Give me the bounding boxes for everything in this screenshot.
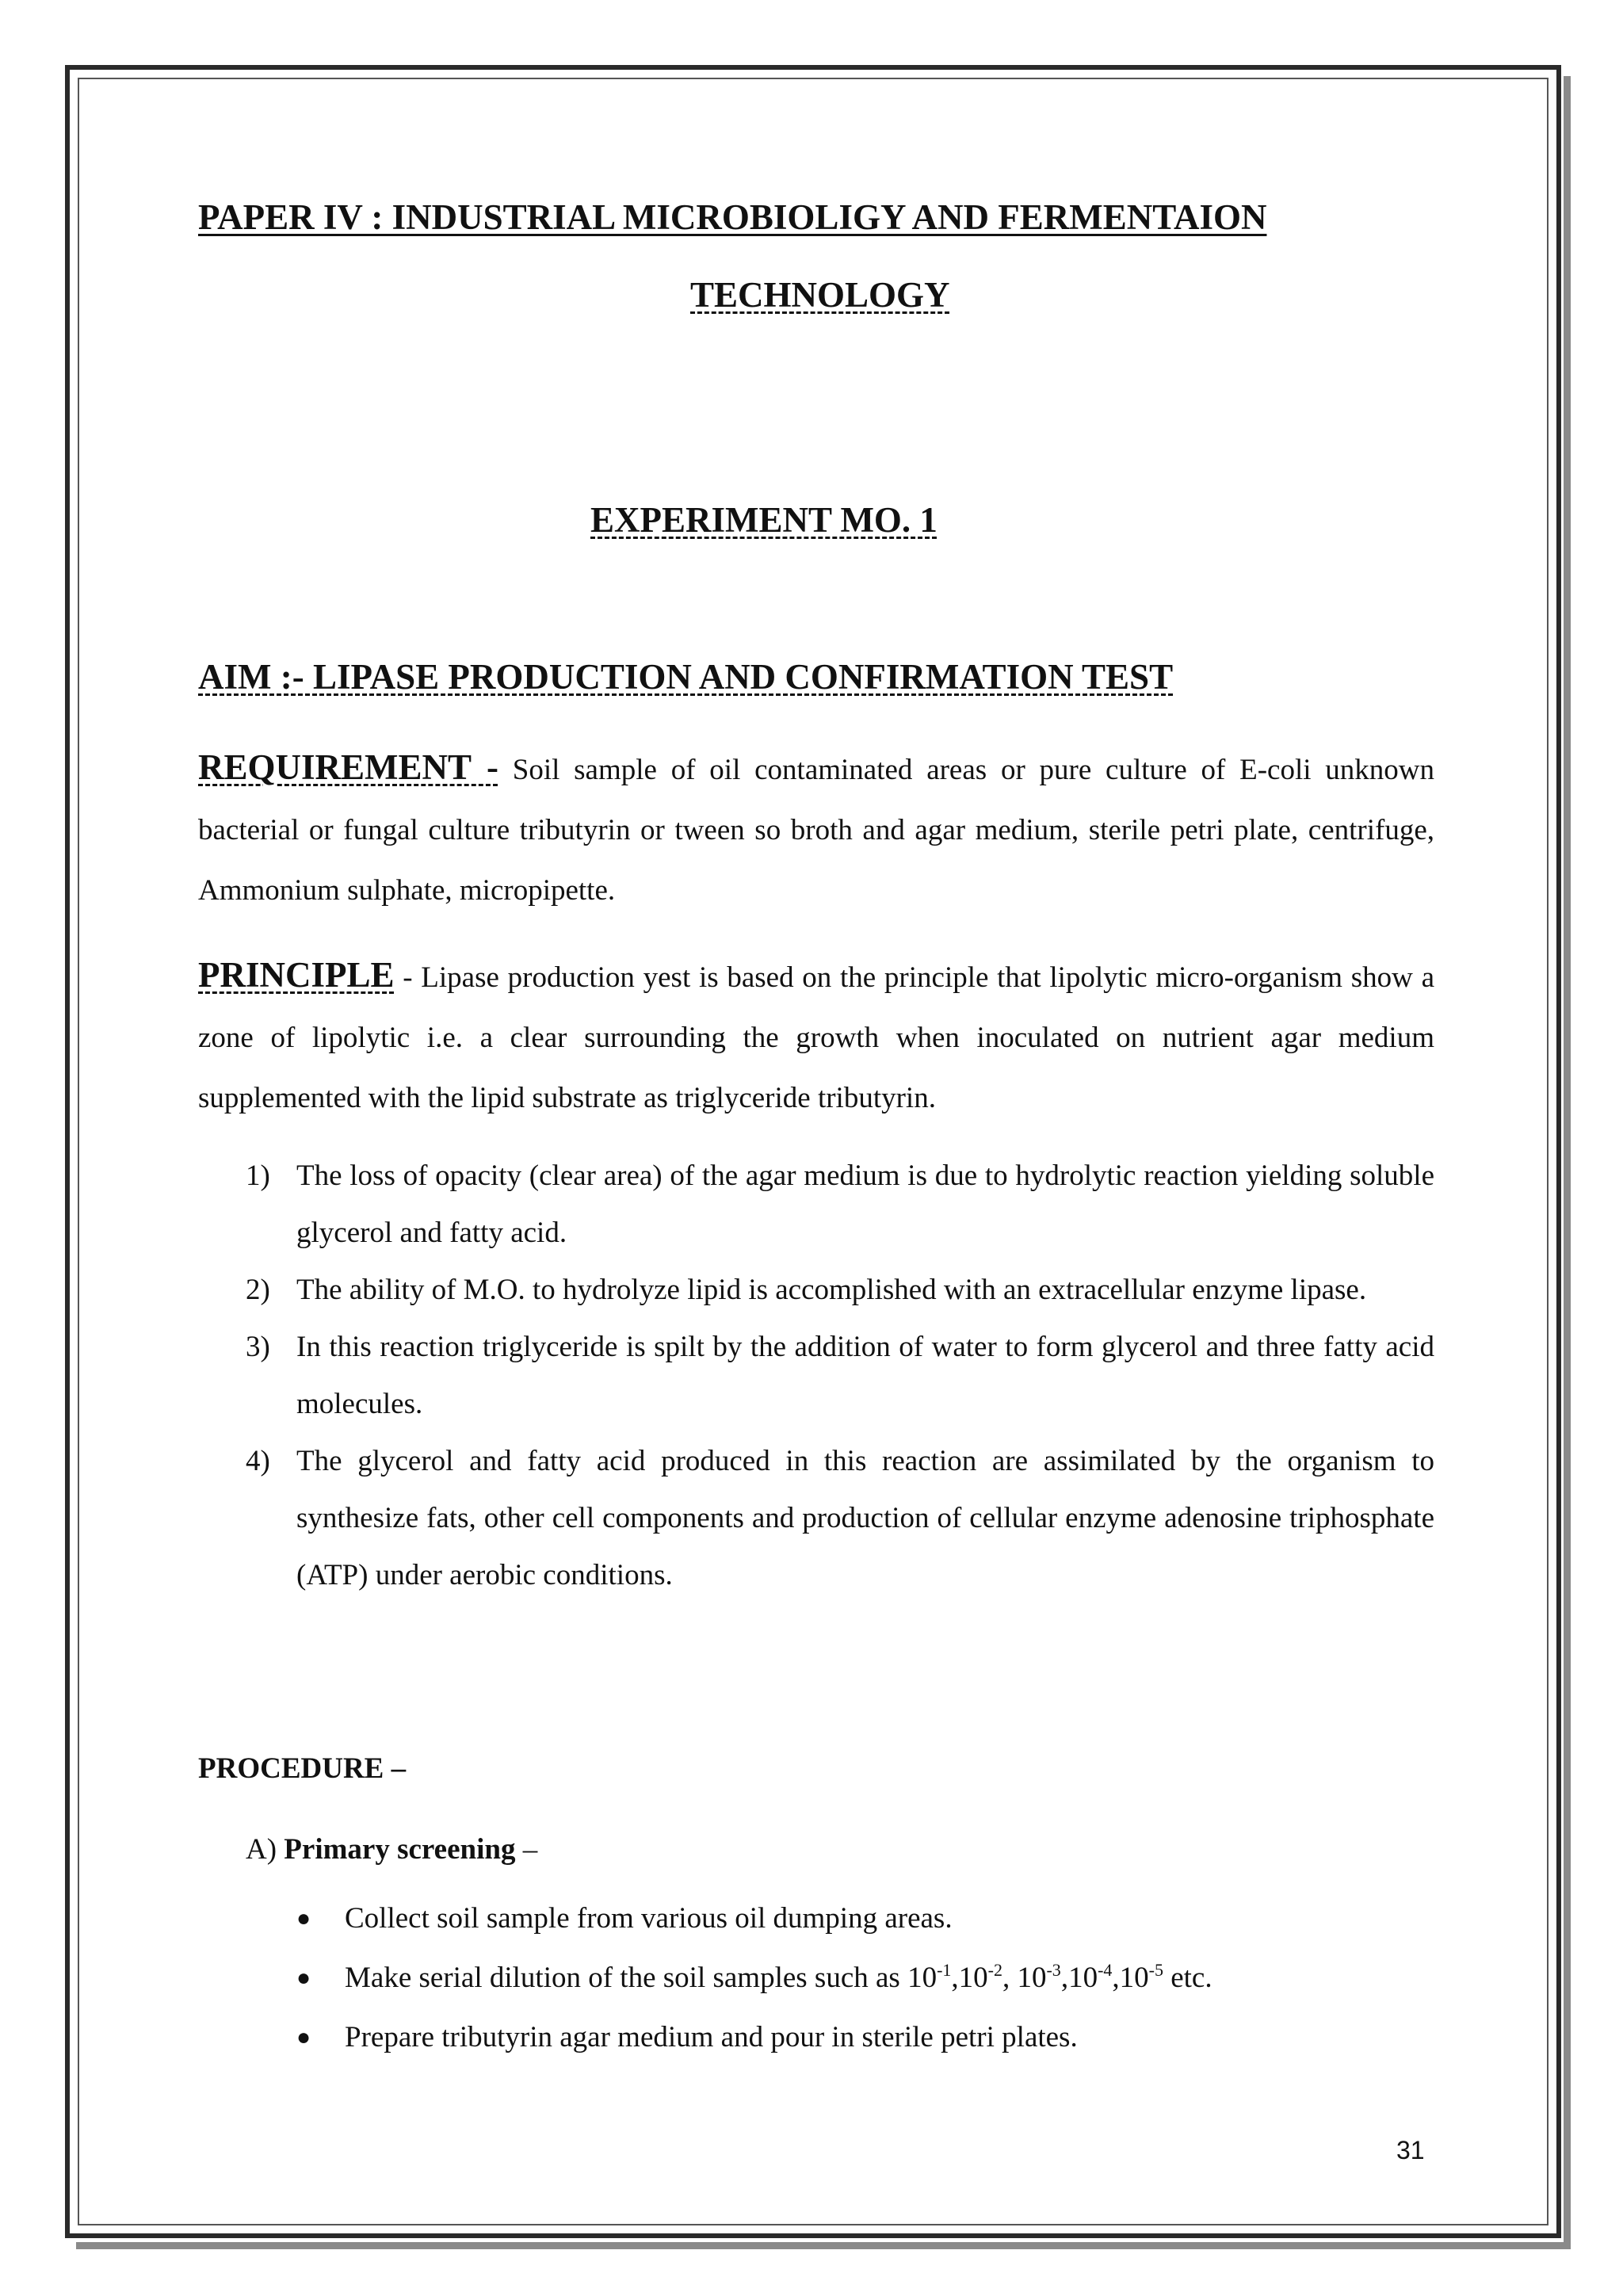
- list-item-number: 4): [246, 1445, 270, 1477]
- requirement-paragraph: [198, 737, 1434, 921]
- procedure-heading: PROCEDURE –: [198, 1752, 407, 1785]
- list-item-text: The ability of M.O. to hydrolyze lipid is accomplished with an extracellular enzyme lipase.: [296, 1274, 1367, 1306]
- primary-screening-dash: –: [515, 1833, 538, 1866]
- list-item-text: In this reaction triglyceride is spilt by the addition of water to form glycerol and three fatty acid molecules.: [296, 1331, 1434, 1420]
- bullet-text: Prepare tributyrin agar medium and pour in sterile petri plates.: [345, 2021, 1078, 2053]
- bullet-icon: ●: [296, 1965, 311, 1991]
- bullet-icon: ●: [296, 1905, 311, 1931]
- principle-text: - Lipase production yest is based on the principle that lipolytic micro-organism show a zone of lipolytic i.e. a clear surrounding the growth when inoculated on nutrient agar medium supplemented with the lipid substrate as triglyceride tributyrin.: [198, 961, 1434, 1114]
- requirement-label: REQUIREMENT -: [198, 747, 498, 787]
- primary-screening-heading: [246, 1832, 537, 1866]
- experiment-heading: EXPERIMENT MO. 1: [590, 500, 938, 540]
- bullet-text: Collect soil sample from various oil dumping areas.: [345, 1902, 953, 1935]
- list-item-number: 3): [246, 1331, 270, 1363]
- principle-points-list: [198, 1148, 1434, 1604]
- list-item: [198, 1948, 1434, 2008]
- paper-title: PAPER IV : INDUSTRIAL MICROBIOLIGY AND FERMENTAION: [198, 197, 1267, 237]
- bullet-icon: ●: [296, 2024, 311, 2050]
- list-item: [198, 2008, 1434, 2067]
- list-item: [198, 1319, 1434, 1433]
- primary-screening-letter: A): [246, 1833, 277, 1866]
- list-item: [198, 1262, 1434, 1319]
- primary-screening-label: Primary screening: [284, 1833, 516, 1866]
- list-item-text: The loss of opacity (clear area) of the agar medium is due to hydrolytic reaction yielding soluble glycerol and fatty acid.: [296, 1159, 1434, 1249]
- page-number: 31: [1396, 2136, 1425, 2164]
- principle-label: PRINCIPLE: [198, 955, 395, 995]
- requirement-text: Soil sample of oil contaminated areas or pure culture of E-coli unknown bacterial or fungal culture tributyrin or tween so broth and agar medium, sterile petri plate, centrifuge, Ammonium sulphate, micropipette.: [198, 754, 1434, 907]
- list-item-number: 2): [246, 1274, 270, 1306]
- list-item: [198, 1889, 1434, 1948]
- bullet-text: Make serial dilution of the soil samples such as $10^{-1},10^{-2}$, $10^{-3},10^{-4},10^{-5}$ etc.: [345, 1960, 1212, 1994]
- list-item: [198, 1148, 1434, 1262]
- list-item: [198, 1433, 1434, 1604]
- aim-heading: AIM :- LIPASE PRODUCTION AND CONFIRMATION TEST: [198, 657, 1174, 697]
- procedure-bullet-list: [198, 1889, 1434, 2067]
- list-item-number: 1): [246, 1159, 270, 1192]
- list-item-text: The glycerol and fatty acid produced in this reaction are assimilated by the organism to synthesize fats, other cell components and production of cellular enzyme adenosine triphosphate (ATP) under aerobic conditions.: [296, 1445, 1434, 1591]
- paper-title-continued: TECHNOLOGY: [690, 275, 950, 315]
- principle-paragraph: [198, 945, 1434, 1129]
